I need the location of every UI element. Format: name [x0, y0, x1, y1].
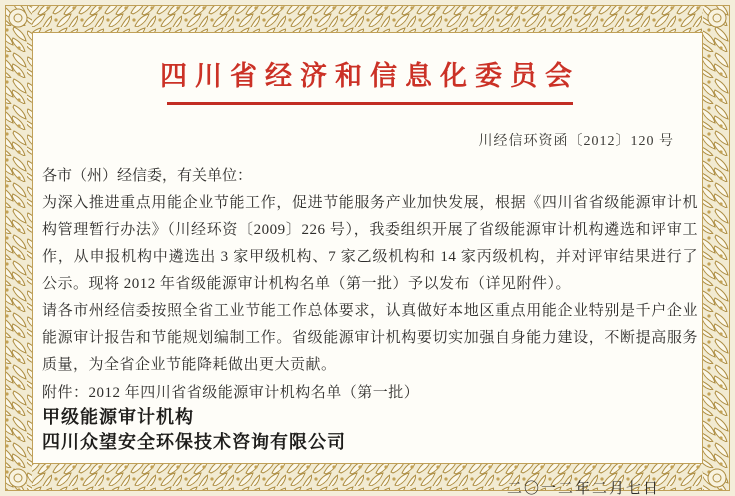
issue-date: 二〇一二年二月七日 — [506, 481, 660, 496]
category-heading: 甲级能源审计机构 — [42, 407, 194, 427]
attachment-line: 附件：2012 年四川省省级能源审计机构名单（第一批） — [42, 385, 420, 401]
document-body — [33, 33, 702, 496]
salutation-line: 各市（州）经信委，有关单位： — [42, 168, 253, 184]
issuing-authority-title: 四川省经济和信息化委员会 — [160, 61, 580, 91]
document-number: 川经信环资函〔2012〕120 号 — [478, 134, 674, 149]
company-name: 四川众望安全环保技术咨询有限公司 — [42, 432, 346, 452]
paragraph-2: 请各市州经信委按照全省工业节能工作总体要求，认真做好本地区重点用能企业特别是千户企业能源审计报告和节能规划编制工作。省级能源审计机构要切实加强自身能力建设，不断提高服务质量，为全省企业节能降耗做出更大贡献。 — [42, 303, 698, 373]
paragraph-1: 为深入推进重点用能企业节能工作，促进节能服务产业加快发展，根据《四川省省级能源审计机构管理暂行办法》（川经环资〔2009〕226 号），我委组织开展了省级能源审计机构遴选和评审工作，从申报机构中遴选出 3 家甲级机构、7 家乙级机构和 14 家丙级机构，并对评审结果进行了公示。现将 2012 年省级能源审计机构名单（第一批）予以发布（详见附件）。 — [42, 195, 698, 292]
title-underline — [167, 102, 573, 105]
